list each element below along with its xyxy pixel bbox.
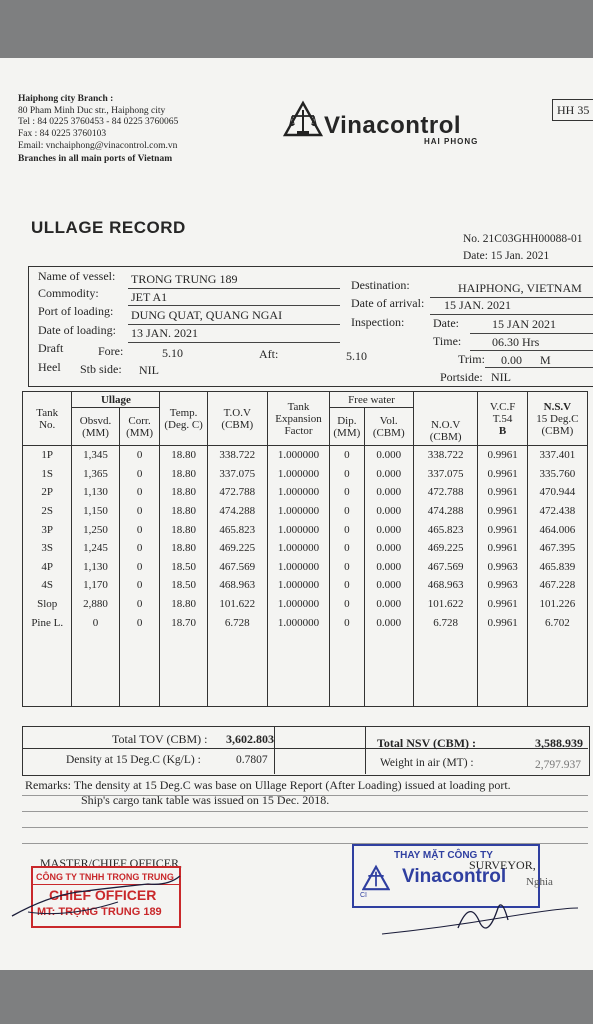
branch-list: Branches in all main ports of Vietnam [18,154,173,164]
cell-nsv [527,688,587,707]
time-value: 06.30 Hrs [492,335,540,349]
inspection-label: Inspection: [351,315,405,329]
cell-obsvd: 1,250 [72,520,119,539]
total-tov-value: 3,602.803 [226,732,274,746]
cell-vol: 0.000 [364,613,413,632]
cell-vcf: 0.9961 [478,613,527,632]
cell-dip [330,651,364,670]
document-title: ULLAGE RECORD [31,218,186,237]
col-tank-header: Tank No. [23,392,72,446]
cell-tank: 4P [23,558,72,577]
aft-value: 5.10 [346,349,367,363]
cell-corr: 0 [119,520,160,539]
cell-tov: 474.288 [207,502,267,521]
document-number: No. 21C03GHH00088-01 [463,233,583,245]
cell-tank: 1P [23,446,72,465]
cell-nov: 465.823 [413,520,477,539]
cell-obsvd: 1,130 [72,483,119,502]
cell-vcf [478,651,527,670]
cell-expansion: 1.000000 [267,576,329,595]
cell-temp: 18.70 [160,613,207,632]
table-row [23,446,588,465]
cell-nov [413,632,477,651]
cell-vol: 0.000 [364,520,413,539]
branch-address: 80 Pham Minh Duc str., Haiphong city [18,106,166,116]
cell-tov [207,632,267,651]
arrival-label: Date of arrival: [351,296,425,310]
cell-tank: 2S [23,502,72,521]
master-signature-icon [8,866,198,926]
cell-expansion: 1.000000 [267,446,329,465]
col-vcf-header: V.C.F T.54 B [478,392,527,446]
cell-expansion: 1.000000 [267,558,329,577]
cell-nsv [527,632,587,651]
cell-temp: 18.50 [160,558,207,577]
col-expansion-header: Tank Expansion Factor [267,392,329,446]
cell-vcf: 0.9963 [478,558,527,577]
cell-tov [207,669,267,688]
port-label: Port of loading: [38,304,114,318]
cell-dip: 0 [330,446,364,465]
cell-tov [207,651,267,670]
table-row [23,632,588,651]
total-nsv-value: 3,588.939 [535,736,583,750]
cell-tank: Pine L. [23,613,72,632]
cell-temp [160,669,207,688]
cell-nsv: 6.702 [527,613,587,632]
surveyor-name: Nghia [526,876,553,888]
cell-expansion: 1.000000 [267,613,329,632]
vessel-label: Name of vessel: [38,269,116,283]
cell-corr: 0 [119,595,160,614]
cell-vcf: 0.9961 [478,539,527,558]
cell-nov: 474.288 [413,502,477,521]
cell-obsvd [72,651,119,670]
cell-nsv: 472.438 [527,502,587,521]
cell-corr [119,669,160,688]
destination-value: HAIPHONG, VIETNAM [458,281,582,295]
table-row [23,688,588,707]
cell-tank [23,669,72,688]
cell-corr: 0 [119,502,160,521]
cell-vcf: 0.9961 [478,483,527,502]
cell-tov: 468.963 [207,576,267,595]
cell-dip: 0 [330,576,364,595]
cell-temp: 18.80 [160,595,207,614]
cell-vol [364,688,413,707]
cell-corr [119,632,160,651]
cell-obsvd: 1,345 [72,446,119,465]
cell-expansion: 1.000000 [267,539,329,558]
cell-nsv: 101.226 [527,595,587,614]
cell-tank: 3P [23,520,72,539]
cell-nov: 6.728 [413,613,477,632]
table-row [23,669,588,688]
commodity-label: Commodity: [38,286,99,300]
cell-nsv: 467.395 [527,539,587,558]
cell-corr: 0 [119,539,160,558]
cell-temp: 18.80 [160,465,207,484]
table-row [23,595,588,614]
cell-tank [23,632,72,651]
logo-subtitle: HAI PHONG [424,137,479,146]
total-nsv-label: Total NSV (CBM) : [377,736,477,750]
portside-label: Portside: [440,370,483,384]
free-water-group-header: Free water [330,392,414,408]
trim-unit: M [540,353,551,367]
cell-dip: 0 [330,558,364,577]
remarks-line-1: Remarks: The density at 15 Deg.C was base on Ullage Report (After Loading) issued at loading port. [25,778,511,792]
portside-value: NIL [491,370,511,384]
surveyor-stamp: THAY MẶT CÔNG TY Vinacontrol CI [352,844,540,908]
remarks-line-2: Ship's cargo tank table was issued on 15 Dec. 2018. [81,793,330,807]
cell-dip [330,632,364,651]
cell-vcf: 0.9961 [478,446,527,465]
cell-obsvd: 0 [72,613,119,632]
weight-value: 2,797.937 [535,759,581,771]
cell-temp: 18.80 [160,539,207,558]
table-row [23,576,588,595]
cell-tank [23,688,72,707]
col-nsv-header: N.S.V 15 Deg.C (CBM) [527,392,587,446]
cell-dip: 0 [330,539,364,558]
cell-vol: 0.000 [364,595,413,614]
cell-vcf [478,669,527,688]
cell-dip: 0 [330,502,364,521]
cell-nov [413,688,477,707]
heel-label: Heel [38,360,61,374]
cell-tank: 1S [23,465,72,484]
cell-nov: 467.569 [413,558,477,577]
cell-temp [160,651,207,670]
col-temp-header: Temp. (Deg. C) [160,392,207,446]
branch-email: Email: vnchaiphong@vinacontrol.com.vn [18,141,178,151]
table-row [23,520,588,539]
table-row [23,558,588,577]
port-value: DUNG QUAT, QUANG NGAI [131,308,283,322]
cell-vol: 0.000 [364,558,413,577]
cell-expansion [267,688,329,707]
weight-label: Weight in air (MT) : [380,757,474,769]
fore-label: Fore: [98,344,124,358]
cell-dip: 0 [330,465,364,484]
cell-nsv: 464.006 [527,520,587,539]
cell-obsvd: 1,150 [72,502,119,521]
cell-tank: Slop [23,595,72,614]
logo-wordmark: Vinacontrol [324,112,462,139]
ullage-group-header: Ullage [72,392,160,408]
cell-vcf: 0.9961 [478,465,527,484]
cell-vol: 0.000 [364,539,413,558]
cell-tov: 467.569 [207,558,267,577]
aft-label: Aft: [259,347,279,361]
cell-nov: 468.963 [413,576,477,595]
cell-nsv: 465.839 [527,558,587,577]
table-row [23,539,588,558]
cell-temp: 18.80 [160,483,207,502]
cell-corr [119,688,160,707]
inspection-date-label: Date: [433,316,459,330]
surveyor-label: SURVEYOR, [469,858,536,872]
cell-vol: 0.000 [364,483,413,502]
surveyor-signature-icon [380,878,580,948]
cell-tov: 469.225 [207,539,267,558]
cell-tov: 465.823 [207,520,267,539]
master-label: MASTER/CHIEF OFFICER, [40,856,183,870]
cell-dip [330,688,364,707]
cell-obsvd: 1,130 [72,558,119,577]
stb-label: Stb side: [80,362,122,376]
cell-dip: 0 [330,520,364,539]
cell-expansion: 1.000000 [267,502,329,521]
date-loading-label: Date of loading: [38,323,116,337]
cell-dip: 0 [330,595,364,614]
cell-vol [364,669,413,688]
cell-expansion [267,651,329,670]
cell-tov: 101.622 [207,595,267,614]
cell-tank: 2P [23,483,72,502]
table-row [23,613,588,632]
destination-label: Destination: [351,278,410,292]
col-vol-header: Vol. (CBM) [364,408,413,446]
col-obsvd-header: Obsvd. (MM) [72,408,119,446]
col-dip-header: Dip. (MM) [330,408,364,446]
cell-corr [119,651,160,670]
col-corr-header: Corr. (MM) [119,408,160,446]
density-value: 0.7807 [236,754,268,766]
cell-obsvd: 2,880 [72,595,119,614]
cell-vol: 0.000 [364,502,413,521]
cell-obsvd [72,632,119,651]
cell-temp: 18.50 [160,576,207,595]
cell-expansion: 1.000000 [267,465,329,484]
cell-nsv: 470.944 [527,483,587,502]
cell-vcf: 0.9961 [478,595,527,614]
table-row [23,502,588,521]
commodity-value: JET A1 [131,290,168,304]
cell-nov: 101.622 [413,595,477,614]
cell-temp: 18.80 [160,502,207,521]
cell-vcf [478,632,527,651]
cell-corr: 0 [119,483,160,502]
cell-expansion: 1.000000 [267,483,329,502]
cell-vol: 0.000 [364,465,413,484]
cell-temp: 18.80 [160,520,207,539]
cell-obsvd [72,688,119,707]
time-label: Time: [433,334,462,348]
cell-obsvd: 1,245 [72,539,119,558]
cell-obsvd: 1,365 [72,465,119,484]
chief-officer-stamp: CÔNG TY TNHH TRỌNG TRUNG CHIEF OFFICER MT: TRỌNG TRUNG 189 [31,866,181,928]
cell-vcf: 0.9961 [478,502,527,521]
totals-block [22,726,590,776]
cell-tank [23,651,72,670]
fore-value: 5.10 [162,346,183,360]
trim-label: Trim: [458,352,485,366]
cell-corr: 0 [119,446,160,465]
cell-vcf: 0.9963 [478,576,527,595]
date-loading-value: 13 JAN. 2021 [131,326,199,340]
cell-expansion: 1.000000 [267,520,329,539]
ullage-record-document [0,58,593,970]
cell-vol [364,632,413,651]
vessel-value: TRONG TRUNG 189 [131,272,238,286]
trim-value: 0.00 [501,353,522,367]
cell-tov: 6.728 [207,613,267,632]
cell-nov: 337.075 [413,465,477,484]
cell-vol: 0.000 [364,576,413,595]
form-code-box: HH 35 [552,99,593,121]
cell-tov [207,688,267,707]
table-row [23,483,588,502]
cell-nsv: 467.228 [527,576,587,595]
cell-tov: 337.075 [207,465,267,484]
col-nov-header: N.O.V (CBM) [413,392,477,446]
cell-nov: 472.788 [413,483,477,502]
branch-name: Haiphong city Branch : [18,94,114,104]
density-label: Density at 15 Deg.C (Kg/L) : [66,754,201,766]
cell-expansion: 1.000000 [267,595,329,614]
cell-vcf [478,688,527,707]
cell-temp [160,688,207,707]
cell-corr: 0 [119,613,160,632]
cell-tov: 338.722 [207,446,267,465]
document-date: Date: 15 Jan. 2021 [463,250,550,262]
branch-fax: Fax : 84 0225 3760103 [18,129,107,139]
cell-tov: 472.788 [207,483,267,502]
cell-nsv: 337.401 [527,446,587,465]
cell-tank: 3S [23,539,72,558]
cell-nsv [527,669,587,688]
cell-nsv: 335.760 [527,465,587,484]
cell-nsv [527,651,587,670]
cell-vcf: 0.9961 [478,520,527,539]
cell-obsvd: 1,170 [72,576,119,595]
cell-dip: 0 [330,483,364,502]
draft-label: Draft [38,341,64,355]
cell-dip: 0 [330,613,364,632]
stb-value: NIL [139,363,159,377]
cell-corr: 0 [119,465,160,484]
table-row [23,651,588,670]
cell-vol: 0.000 [364,446,413,465]
total-tov-label: Total TOV (CBM) : [112,732,208,746]
inspection-date-value: 15 JAN 2021 [492,317,557,331]
table-row [23,465,588,484]
cell-corr: 0 [119,576,160,595]
cell-obsvd [72,669,119,688]
cell-dip [330,669,364,688]
col-tov-header: T.O.V (CBM) [207,392,267,446]
cell-nov [413,651,477,670]
cell-temp: 18.80 [160,446,207,465]
cell-expansion [267,632,329,651]
ullage-table [22,391,588,707]
cell-nov: 338.722 [413,446,477,465]
cell-nov [413,669,477,688]
branch-tel: Tel : 84 0225 3760453 - 84 0225 3760065 [18,117,179,127]
cell-nov: 469.225 [413,539,477,558]
cell-tank: 4S [23,576,72,595]
cell-expansion [267,669,329,688]
cell-corr: 0 [119,558,160,577]
scales-logo-icon [283,100,323,138]
arrival-value: 15 JAN. 2021 [444,298,512,312]
cell-temp [160,632,207,651]
cell-vol [364,651,413,670]
